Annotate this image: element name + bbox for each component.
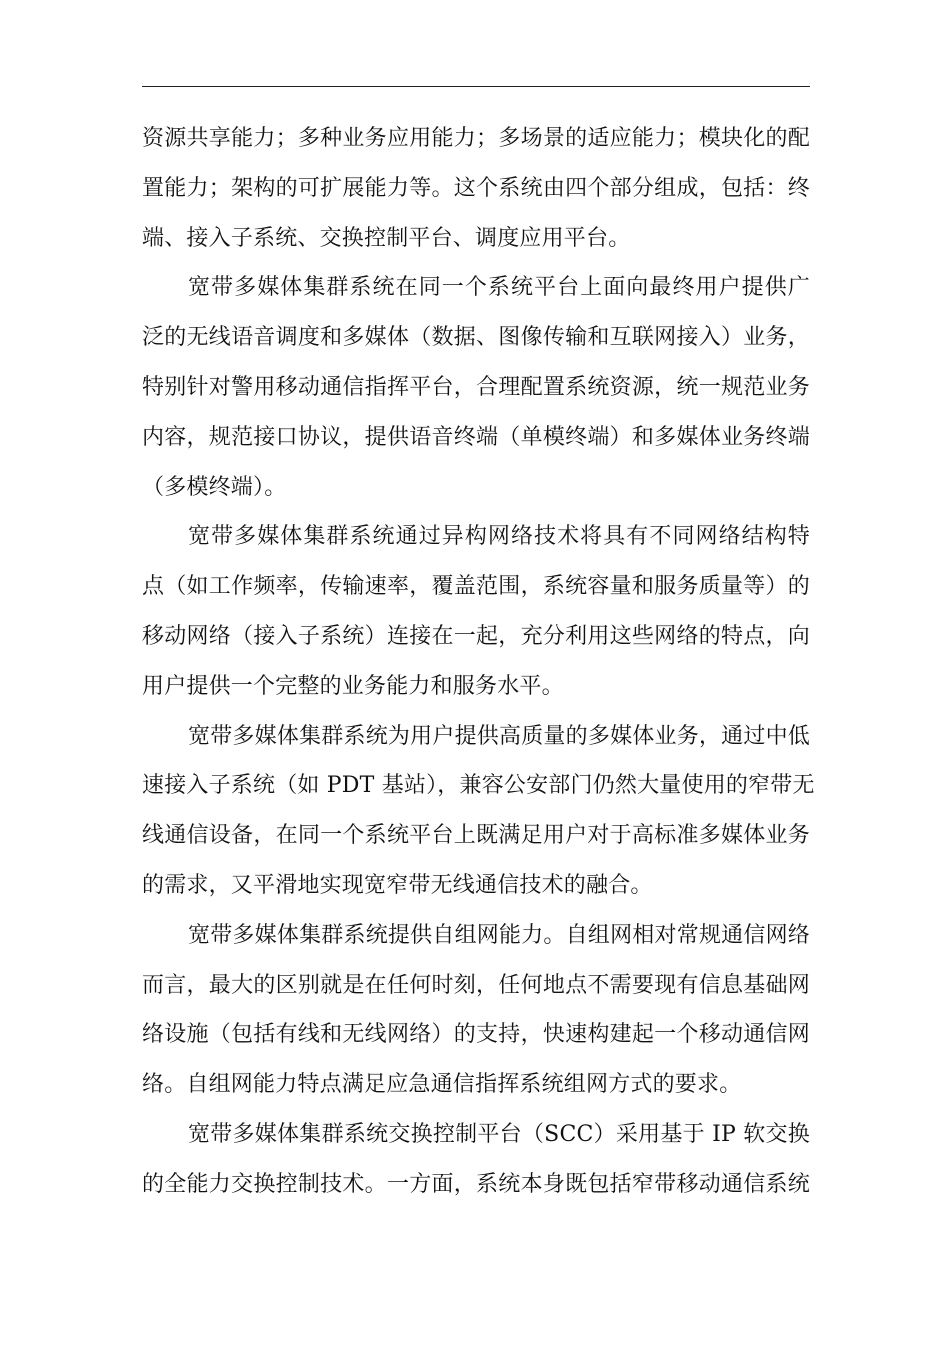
text-line: 置能力；架构的可扩展能力等。这个系统由四个部分组成，包括：终 xyxy=(142,175,810,201)
text-line: 络。自组网能力特点满足应急通信指挥系统组网方式的要求。 xyxy=(142,1072,742,1098)
text-line: 点（如工作频率，传输速率，覆盖范围，系统容量和服务质量等）的 xyxy=(142,574,810,600)
text-line: 的需求，又平滑地实现宽窄带无线通信技术的融合。 xyxy=(142,872,653,898)
text-line: 络设施（包括有线和无线网络）的支持，快速构建起一个移动通信网 xyxy=(142,1022,810,1048)
paragraph-first-line: 宽带多媒体集群系统为用户提供高质量的多媒体业务，通过中低 xyxy=(188,723,810,749)
text-line: 端、接入子系统、交换控制平台、调度应用平台。 xyxy=(142,225,631,251)
paragraph-first-line: 宽带多媒体集群系统提供自组网能力。自组网相对常规通信网络 xyxy=(188,922,810,948)
text-line: 特别针对警用移动通信指挥平台，合理配置系统资源，统一规范业务 xyxy=(142,374,810,400)
text-line: 移动网络（接入子系统）连接在一起，充分利用这些网络的特点，向 xyxy=(142,623,810,649)
header-rule xyxy=(142,86,810,87)
text-line: 速接入子系统（如 PDT 基站），兼容公安部门仍然大量使用的窄带无 xyxy=(142,773,815,799)
text-line: 的全能力交换控制技术。一方面，系统本身既包括窄带移动通信系统 xyxy=(142,1171,810,1197)
text-line: 泛的无线语音调度和多媒体（数据、图像传输和互联网接入）业务， xyxy=(142,325,810,351)
text-line: 资源共享能力；多种业务应用能力；多场景的适应能力；模块化的配 xyxy=(142,126,810,151)
text-line: 而言，最大的区别就是在任何时刻，任何地点不需要现有信息基础网 xyxy=(142,972,810,998)
paragraph-first-line: 宽带多媒体集群系统通过异构网络技术将具有不同网络结构特 xyxy=(188,524,810,550)
text-line: （多模终端）。 xyxy=(142,474,287,500)
paragraph-first-line: 宽带多媒体集群系统在同一个系统平台上面向最终用户提供广 xyxy=(188,275,810,301)
text-line: 用户提供一个完整的业务能力和服务水平。 xyxy=(142,673,564,699)
text-line: 内容，规范接口协议，提供语音终端（单模终端）和多媒体业务终端 xyxy=(142,424,810,450)
paragraph-first-line: 宽带多媒体集群系统交换控制平台（SCC）采用基于 IP 软交换 xyxy=(188,1121,810,1147)
text-line: 线通信设备，在同一个系统平台上既满足用户对于高标准多媒体业务 xyxy=(142,823,810,849)
body-text xyxy=(142,114,815,1210)
